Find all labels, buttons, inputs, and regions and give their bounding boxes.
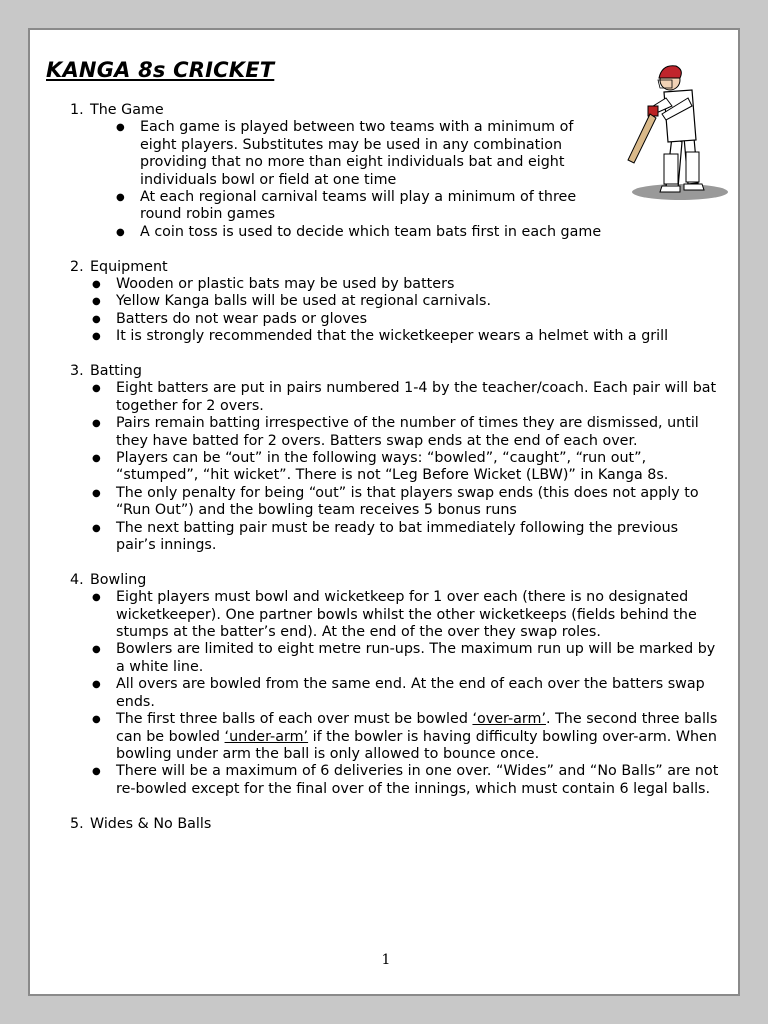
list-item: ● Pairs remain batting irrespective of the number of times they are dismissed, until they have batted for 2 overs. Batters swap ends at the end of each over. [92,415,699,449]
bullet-icon: ● [92,487,101,499]
bullet-icon: ● [92,679,101,691]
bullet-icon: ● [92,453,101,465]
bullet-icon: ● [92,279,101,291]
bullet-icon: ● [92,644,101,656]
bullet-icon: ● [92,714,101,726]
list-item: ● The first three balls of each over must be bowled ‘over-arm’. The second three balls can be bowled ‘under-arm’ if the bowler is having difficulty bowling over-arm. When bowling under arm the ball is only allowed to bounce once. [92,711,718,762]
bullet-icon: ● [116,192,125,204]
bullet-icon: ● [92,592,101,604]
bullet-icon: ● [92,766,101,778]
list-item: ● The only penalty for being “out” is that players swap ends (this does not apply to “Run Out”) and the bowling team receives 5 bonus runs [92,484,699,519]
bullet-icon: ● [116,122,125,134]
bullet-icon: ● [92,331,101,343]
bullet-icon: ● [92,296,101,308]
list-item: ● The next batting pair must be ready to bat immediately following the previous pair’s innings. [92,519,679,554]
bullet-icon: ● [92,522,101,534]
document-page [28,28,740,996]
list-item: ● Eight batters are put in pairs numbered 1-4 by the teacher/coach. Each pair will bat together for 2 overs. [92,380,717,414]
bullet-icon: ● [92,313,101,325]
list-item: ● Batters do not wear pads or gloves [92,310,368,327]
section-heading: 1. The Game [70,102,164,118]
list-item: ● At each regional carnival teams will play a minimum of three round robin games [116,189,577,223]
section-equipment [30,259,742,346]
section-heading: 3. Batting [70,363,142,380]
list-item: ● Yellow Kanga balls will be used at regional carnivals. [92,293,492,310]
bullet-icon: ● [92,418,101,430]
section-the-game [30,102,742,241]
list-item: ● It is strongly recommended that the wicketkeeper wears a helmet with a grill [92,328,669,345]
section-batting [30,363,742,554]
list-item: ● A coin toss is used to decide which team bats first in each game [116,223,602,240]
list-item: ● Each game is played between two teams with a minimum of eight players. Substitutes may be used in any combination providing that no more than eight individuals bat and eight individuals bowl or field at one time [116,119,574,188]
list-item: ● There will be a maximum of 6 deliveries in one over. “Wides” and “No Balls” are not re-bowled except for the final over of the innings, which must contain 6 legal balls. [92,763,719,797]
list-item: ● All overs are bowled from the same end. At the end of each over the batters swap ends. [92,676,705,710]
page-number: 1 [381,952,391,968]
bullet-icon: ● [116,226,125,238]
list-item: ● Wooden or plastic bats may be used by batters [92,276,455,293]
section-heading: 5. Wides & No Balls [70,815,212,832]
section-wides-no-balls [30,816,742,833]
document-body [30,102,742,833]
section-heading: 2. Equipment [70,258,168,275]
section-heading: 4. Bowling [70,571,147,588]
list-item: ● Eight players must bowl and wicketkeep for 1 over each (there is no designated wicketkeeper). One partner bowls whilst the other wicketkeeps (fields behind the stumps at the batter’s end). At the end of the over they swap roles. [92,589,697,641]
list-item: ● Players can be “out” in the following ways: “bowled”, “caught”, “run out”, “stumped”, “hit wicket”. There is not “Leg Before Wicket (LBW)” in Kanga 8s. [92,450,669,484]
section-bowling [30,572,742,798]
document-title: KANGA 8s CRICKET [46,58,275,82]
list-item: ● Bowlers are limited to eight metre run-ups. The maximum run up will be marked by a white line. [92,641,716,675]
bullet-icon: ● [92,383,101,395]
